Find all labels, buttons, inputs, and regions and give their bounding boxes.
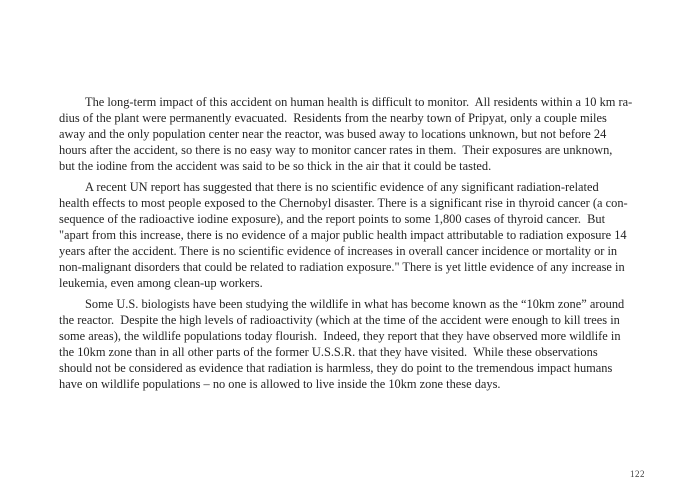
paragraph [59, 296, 625, 392]
text-line: the 10km zone than in all other parts of the former U.S.S.R. that they have visited. While these observations [59, 345, 598, 359]
text-line: away and the only population center near the reactor, was bused away to locations unknown, but not before 24 [59, 127, 607, 141]
text-line: sequence of the radioactive iodine exposure), and the report points to some 1,800 cases of thyroid cancer. But [59, 212, 606, 226]
text-line: non-malignant disorders that could be related to radiation exposure." There is yet little evidence of any increase in [59, 260, 625, 274]
text-line: A recent UN report has suggested that there is no scientific evidence of any significant radiation-related [85, 180, 599, 194]
paragraph [59, 94, 633, 174]
text-line: The long-term impact of this accident on human health is difficult to monitor. All residents within a 10 km ra- [85, 95, 633, 109]
text-line: years after the accident. There is no scientific evidence of increases in overall cancer incidence or mortality or in [59, 244, 618, 258]
text-line: have on wildlife populations – no one is allowed to live inside the 10km zone these days. [59, 377, 501, 391]
text-line: the reactor. Despite the high levels of radioactivity (which at the time of the accident were enough to kill trees in [59, 313, 620, 327]
text-line: "apart from this increase, there is no evidence of a major public health impact attributable to radiation exposure 14 [59, 228, 627, 242]
text-line: Some U.S. biologists have been studying the wildlife in what has become known as the “10km zone” around [85, 297, 625, 311]
text-line: hours after the accident, so there is no easy way to monitor cancer rates in them. Their exposures are unknown, [59, 143, 613, 157]
text-line: health effects to most people exposed to the Chernobyl disaster. There is a significant rise in thyroid cancer (a con- [59, 196, 628, 210]
text-line: dius of the plant were permanently evacuated. Residents from the nearby town of Pripyat, only a couple miles [59, 111, 607, 125]
text-line: leukemia, even among clean-up workers. [59, 276, 263, 290]
paragraph [59, 179, 628, 291]
body-text [59, 94, 633, 397]
text-line: should not be considered as evidence that radiation is harmless, they do point to the tremendous impact humans [59, 361, 613, 375]
page-number: 122 [630, 469, 645, 479]
text-line: some areas), the wildlife populations today flourish. Indeed, they report that they have observed more wildlife in [59, 329, 621, 343]
text-line: but the iodine from the accident was said to be so thick in the air that it could be tasted. [59, 159, 492, 173]
